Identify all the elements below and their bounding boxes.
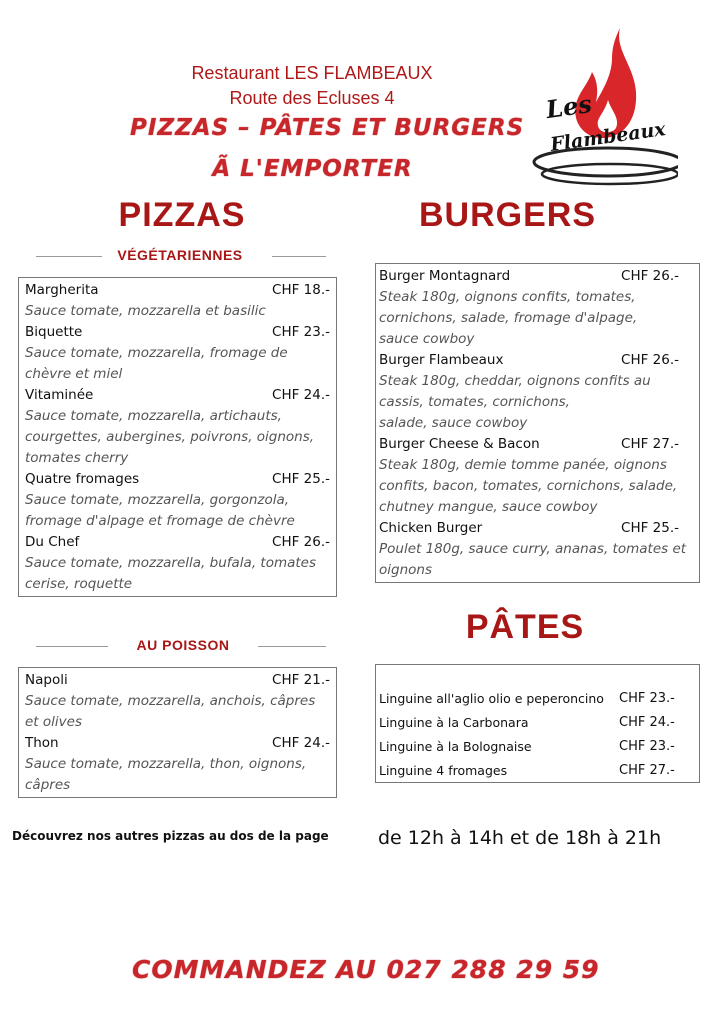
list-item <box>25 385 330 469</box>
item-name: Burger Cheese & Bacon <box>379 436 540 452</box>
item-description: chèvre et miel <box>25 366 123 382</box>
item-description: Sauce tomate, mozzarella, fromage de <box>25 345 288 361</box>
item-name: Biquette <box>25 324 83 340</box>
list-item <box>25 532 330 595</box>
list-item <box>25 733 330 796</box>
list-item <box>379 434 693 518</box>
item-price: CHF 21.- <box>272 672 330 688</box>
item-price: CHF 25.- <box>272 471 330 487</box>
list-item <box>379 711 687 735</box>
item-description: cornichons, salade, fromage d'alpage, <box>379 310 638 326</box>
logo-text-2: Flambeaux <box>549 118 667 156</box>
burger-list <box>375 263 700 583</box>
item-name: Margherita <box>25 282 99 298</box>
item-price: CHF 18.- <box>272 282 330 298</box>
item-description: courgettes, aubergines, poivrons, oignons, <box>25 429 315 445</box>
item-description: Sauce tomate, mozzarella, gorgonzola, <box>25 492 290 508</box>
fish-pizza-list <box>18 667 337 798</box>
burgers-title: BURGERS <box>418 196 597 234</box>
item-description: cassis, tomates, cornichons, <box>379 394 570 410</box>
item-description: Sauce tomate, mozzarella, bufala, tomates <box>25 555 317 571</box>
item-price: CHF 26.- <box>621 268 679 284</box>
item-price: CHF 25.- <box>621 520 679 536</box>
item-description: Sauce tomate, mozzarella, artichauts, <box>25 408 282 424</box>
item-description: tomates cherry <box>25 450 129 466</box>
vegetarian-pizza-list <box>18 277 337 597</box>
item-name: Vitaminée <box>25 387 94 403</box>
vegetarian-heading: VÉGÉTARIENNES <box>117 247 243 263</box>
item-description: câpres <box>25 777 71 793</box>
pates-list <box>375 664 700 783</box>
item-name: Du Chef <box>25 534 80 550</box>
opening-hours: de 12h à 14h et de 18h à 21h <box>378 827 662 849</box>
divider <box>258 646 326 647</box>
item-name: Napoli <box>25 672 68 688</box>
item-description: Sauce tomate, mozzarella et basilic <box>25 303 266 319</box>
fish-heading: AU POISSON <box>136 637 230 653</box>
item-description: Steak 180g, demie tomme panée, oignons <box>379 457 667 473</box>
list-item <box>379 350 693 434</box>
list-item <box>379 735 687 759</box>
list-item <box>25 469 330 532</box>
item-description: confits, bacon, tomates, cornichons, salade, <box>379 478 678 494</box>
logo <box>528 22 678 192</box>
item-description: oignons <box>379 562 432 578</box>
item-description: salade, sauce cowboy <box>379 415 528 431</box>
logo-text-1: Les <box>544 88 594 125</box>
item-price: CHF 24.- <box>272 387 330 403</box>
item-name: Linguine à la Bolognaise <box>379 739 532 754</box>
list-item <box>379 759 687 783</box>
item-name: Burger Flambeaux <box>379 352 504 368</box>
list-item <box>379 687 687 711</box>
item-price: CHF 26.- <box>621 352 679 368</box>
item-name: Linguine all'aglio olio e peperoncino <box>379 691 604 706</box>
item-price: CHF 24.- <box>619 715 675 730</box>
item-description: Steak 180g, cheddar, oignons confits au <box>379 373 651 389</box>
item-description: cerise, roquette <box>25 576 133 592</box>
item-description: Steak 180g, oignons confits, tomates, <box>379 289 636 305</box>
item-description: chutney mangue, sauce cowboy <box>379 499 598 515</box>
item-price: CHF 24.- <box>272 735 330 751</box>
list-item <box>25 280 330 322</box>
list-item <box>379 266 693 350</box>
item-description: Poulet 180g, sauce curry, ananas, tomates et <box>379 541 687 557</box>
item-description: sauce cowboy <box>379 331 475 347</box>
order-phone: COMMANDEZ AU 027 288 29 59 <box>132 955 600 984</box>
item-name: Burger Montagnard <box>379 268 511 284</box>
restaurant-name: Restaurant LES FLAMBEAUX <box>191 63 433 83</box>
item-description: Sauce tomate, mozzarella, anchois, câpres <box>25 693 316 709</box>
pizzas-title: PIZZAS <box>118 196 246 234</box>
list-item <box>379 518 693 581</box>
pates-title: PÂTES <box>465 608 585 646</box>
item-price: CHF 26.- <box>272 534 330 550</box>
item-name: Quatre fromages <box>25 471 140 487</box>
item-price: CHF 27.- <box>619 763 675 778</box>
item-price: CHF 23.- <box>619 691 675 706</box>
item-description: Sauce tomate, mozzarella, thon, oignons, <box>25 756 307 772</box>
divider <box>36 256 102 257</box>
item-description: fromage d'alpage et fromage de chèvre <box>25 513 295 529</box>
item-name: Linguine 4 fromages <box>379 763 508 778</box>
item-name: Chicken Burger <box>379 520 483 536</box>
list-item <box>25 322 330 385</box>
item-price: CHF 23.- <box>272 324 330 340</box>
item-price: CHF 23.- <box>619 739 675 754</box>
item-name: Thon <box>25 735 59 751</box>
item-price: CHF 27.- <box>621 436 679 452</box>
slogan-line-1: PIZZAS – PÂTES ET BURGERS <box>130 115 525 141</box>
divider <box>272 256 326 257</box>
other-pizzas-note: Découvrez nos autres pizzas au dos de la page <box>12 829 329 843</box>
item-description: et olives <box>25 714 82 730</box>
slogan-line-2: Ã L'EMPORTER <box>212 156 413 182</box>
divider <box>36 646 108 647</box>
restaurant-address: Route des Ecluses 4 <box>229 88 395 108</box>
list-item <box>25 670 330 733</box>
item-name: Linguine à la Carbonara <box>379 715 529 730</box>
